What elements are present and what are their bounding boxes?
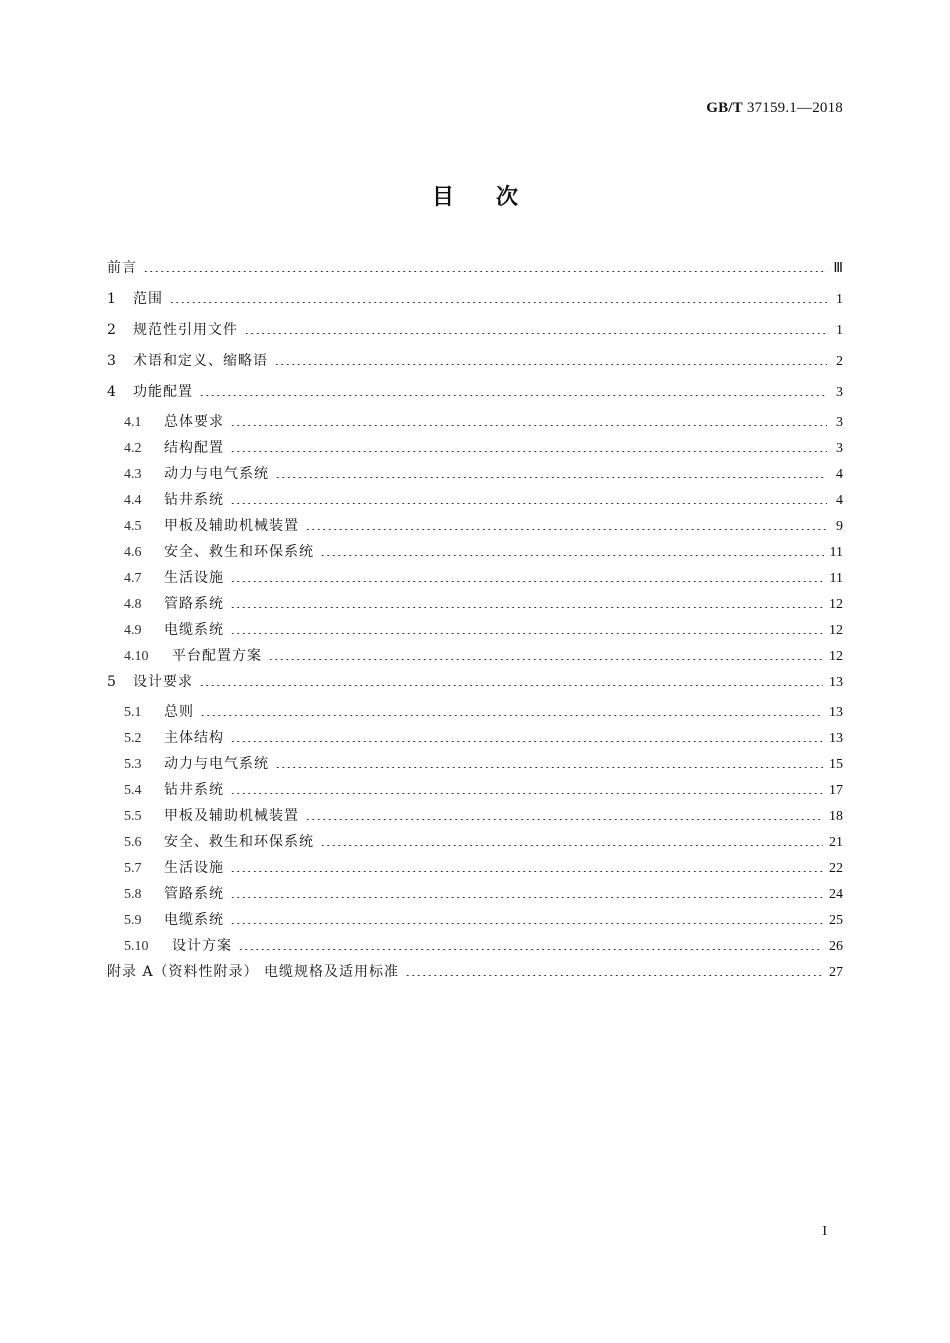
toc-entry[interactable] [107, 517, 843, 536]
toc-entry[interactable] [107, 290, 843, 309]
toc-entry-number: 4.7 [124, 571, 142, 586]
toc-entry-number: 5.5 [124, 809, 142, 824]
toc-entry-label: 管路系统 [164, 886, 224, 902]
toc-entry[interactable] [107, 352, 843, 371]
toc-entry[interactable] [107, 807, 843, 826]
toc-entry-number: 4.5 [124, 519, 142, 534]
dot-leader [230, 451, 827, 452]
toc-entry-number: 4.4 [124, 493, 142, 508]
dot-leader [305, 529, 827, 530]
toc-entry-page: 13 [829, 705, 843, 720]
toc-entry-label: 附录 A（资料性附录） 电缆规格及适用标准 [107, 964, 400, 980]
toc-entry-page: 24 [829, 887, 843, 902]
dot-leader [275, 477, 827, 478]
toc-entry-number: 1 [107, 291, 116, 307]
dot-leader [230, 897, 823, 898]
toc-entry-label: 管路系统 [164, 596, 224, 612]
page-number: I [822, 1224, 827, 1239]
toc-entry[interactable] [107, 859, 843, 878]
dot-leader [143, 271, 827, 272]
toc-entry-number: 5.4 [124, 783, 142, 798]
toc-entry[interactable] [107, 439, 843, 458]
toc-entry-page: 27 [829, 965, 843, 980]
dot-leader [200, 715, 823, 716]
toc-entry[interactable] [107, 729, 843, 748]
toc-entry[interactable] [107, 755, 843, 774]
toc-entry-label: 结构配置 [164, 440, 224, 456]
toc-entry-number: 5.2 [124, 731, 142, 746]
dot-leader [230, 923, 823, 924]
toc-entry[interactable] [107, 491, 843, 510]
toc-entry-page: Ⅲ [833, 261, 843, 276]
toc-entry[interactable] [107, 383, 843, 402]
toc-entry[interactable] [107, 647, 843, 666]
toc-entry-label: 主体结构 [164, 730, 224, 746]
toc-entry-number: 5.9 [124, 913, 142, 928]
toc-entry[interactable] [107, 963, 843, 982]
toc-entry-page: 21 [829, 835, 843, 850]
toc-entry-label: 前言 [107, 260, 137, 276]
toc-entry[interactable] [107, 781, 843, 800]
toc-entry-number: 4.3 [124, 467, 142, 482]
toc-entry-page: 11 [829, 571, 843, 586]
toc-entry-number: 4.9 [124, 623, 142, 638]
toc-entry-number: 4 [107, 384, 116, 400]
dot-leader [320, 845, 823, 846]
toc-entry-page: 4 [836, 467, 843, 482]
dot-leader [405, 975, 823, 976]
dot-leader [275, 767, 823, 768]
toc-entry-label: 安全、救生和环保系统 [164, 544, 314, 560]
toc-entry-number: 4.1 [124, 415, 142, 430]
dot-leader [230, 581, 824, 582]
toc-entry-page: 1 [836, 323, 843, 338]
toc-entry-number: 3 [107, 353, 116, 369]
toc-entry-number: 5 [107, 674, 116, 690]
toc-entry-page: 25 [829, 913, 843, 928]
dot-leader [199, 395, 827, 396]
toc-entry-label: 生活设施 [164, 570, 224, 586]
dot-leader [230, 871, 823, 872]
toc-entry-label: 钻井系统 [164, 782, 224, 798]
toc-entry-page: 9 [836, 519, 843, 534]
toc-entry-number: 4.2 [124, 441, 142, 456]
toc-entry[interactable] [107, 543, 843, 562]
toc-entry-page: 3 [836, 441, 843, 456]
dot-leader [268, 659, 823, 660]
dot-leader [230, 503, 827, 504]
toc-entry[interactable] [107, 569, 843, 588]
toc-entry-page: 15 [829, 757, 843, 772]
toc-entry-number: 5.8 [124, 887, 142, 902]
dot-leader [320, 555, 824, 556]
toc-entry-label: 安全、救生和环保系统 [164, 834, 314, 850]
dot-leader [169, 302, 827, 303]
standard-prefix: GB/T [706, 100, 743, 116]
dot-leader [230, 607, 823, 608]
toc-entry-page: 22 [829, 861, 843, 876]
toc-entry-number: 5.3 [124, 757, 142, 772]
toc-entry-number: 5.10 [124, 939, 149, 954]
toc-entry-number: 5.7 [124, 861, 142, 876]
toc-entry-label: 规范性引用文件 [133, 322, 238, 338]
toc-entry-number: 4.10 [124, 649, 149, 664]
toc-entry-number: 4.6 [124, 545, 142, 560]
toc-entry-page: 2 [836, 354, 843, 369]
toc-entry[interactable] [107, 673, 843, 692]
toc-entry-page: 4 [836, 493, 843, 508]
toc-entry-page: 12 [829, 649, 843, 664]
toc-entry-page: 3 [836, 415, 843, 430]
page-title: 目次 [431, 185, 560, 210]
toc-entry-page: 13 [829, 731, 843, 746]
toc-entry[interactable] [107, 621, 843, 640]
dot-leader [230, 425, 827, 426]
toc-entry-label: 电缆系统 [164, 622, 224, 638]
standard-code [706, 100, 843, 117]
toc-entry-label: 生活设施 [164, 860, 224, 876]
toc-entry[interactable] [107, 413, 843, 432]
toc-entry[interactable] [107, 911, 843, 930]
toc-entry[interactable] [107, 465, 843, 484]
toc-entry-page: 18 [829, 809, 843, 824]
toc-entry-label: 设计要求 [133, 674, 193, 690]
toc-entry-page: 13 [829, 675, 843, 690]
dot-leader [238, 949, 823, 950]
toc-entry-page: 12 [829, 597, 843, 612]
dot-leader [230, 633, 823, 634]
toc-entry[interactable] [107, 833, 843, 852]
standard-number: 37159.1—2018 [746, 100, 843, 116]
toc-entry[interactable] [107, 703, 843, 722]
table-of-contents [107, 259, 843, 989]
toc-entry[interactable] [107, 885, 843, 904]
toc-entry-page: 3 [836, 385, 843, 400]
toc-entry-label: 电缆系统 [164, 912, 224, 928]
toc-entry-number: 2 [107, 322, 116, 338]
dot-leader [199, 685, 823, 686]
toc-entry-page: 1 [836, 292, 843, 307]
toc-entry-number: 5.6 [124, 835, 142, 850]
toc-entry-label: 甲板及辅助机械装置 [164, 808, 299, 824]
toc-entry[interactable] [107, 595, 843, 614]
toc-entry-label: 总体要求 [164, 414, 224, 430]
toc-entry-label: 平台配置方案 [172, 648, 262, 664]
dot-leader [230, 741, 823, 742]
dot-leader [230, 793, 823, 794]
toc-entry-label: 功能配置 [133, 384, 193, 400]
toc-entry-label: 动力与电气系统 [164, 756, 269, 772]
toc-entry-label: 范围 [133, 291, 163, 307]
toc-entry-page: 11 [829, 545, 843, 560]
toc-entry-label: 甲板及辅助机械装置 [164, 518, 299, 534]
toc-entry-number: 5.1 [124, 705, 142, 720]
toc-entry[interactable] [107, 259, 843, 278]
dot-leader [305, 819, 823, 820]
toc-entry-label: 动力与电气系统 [164, 466, 269, 482]
toc-entry-page: 26 [829, 939, 843, 954]
toc-entry-label: 术语和定义、缩略语 [133, 353, 268, 369]
toc-entry-number: 4.8 [124, 597, 142, 612]
dot-leader [244, 333, 827, 334]
toc-entry[interactable] [107, 937, 843, 956]
dot-leader [274, 364, 827, 365]
toc-entry-page: 17 [829, 783, 843, 798]
toc-entry-label: 设计方案 [172, 938, 232, 954]
toc-entry-label: 总则 [164, 704, 194, 720]
toc-entry-page: 12 [829, 623, 843, 638]
toc-entry[interactable] [107, 321, 843, 340]
toc-entry-label: 钻井系统 [164, 492, 224, 508]
